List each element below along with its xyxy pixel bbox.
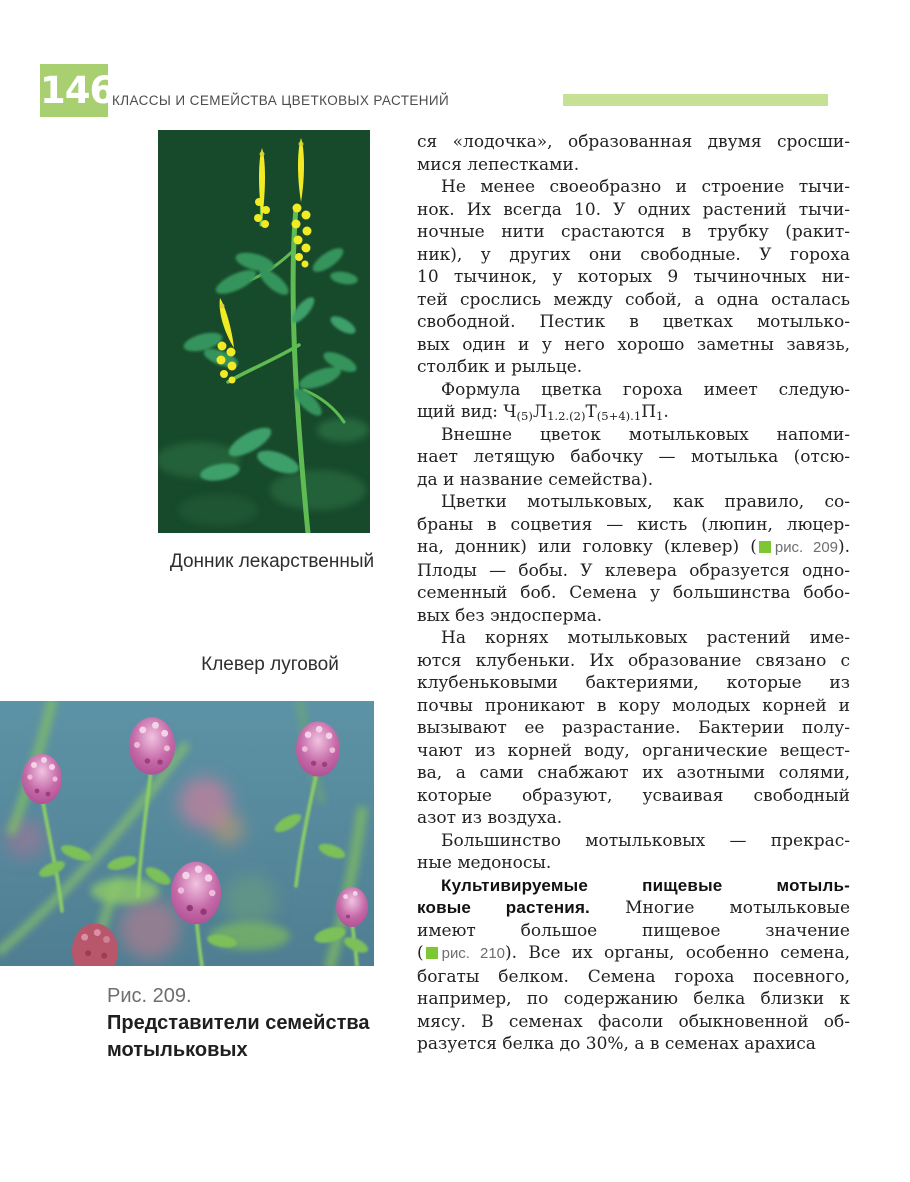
text-line: ва, а сами снабжают их азотными солями, [417,763,850,783]
figure-ref-label: рис. 210 [441,945,505,962]
text-line: богаты белком. Семена гороха посевного, [417,966,850,987]
header-accent-bar [563,94,828,106]
figure-ref-label: рис. 209 [774,539,838,556]
text-line: например, по содержанию белка близки к [417,989,850,1009]
donnik-caption: Донник лекарственный [169,551,375,572]
clover-photo [0,701,374,966]
donnik-photo [158,130,370,533]
text-line: да и название семейства). [417,469,654,490]
text-line: мися лепестками. [417,154,580,175]
text-line: нок. Их всегда 10. У одних растений тычи- [417,199,850,220]
text-line: щий вид: $Ч_{(5)}Л_{1.2.(2)}Т_{(5+4).1}П_1$. [417,402,669,424]
text-line: браны в соцветия — кисть (люпин, люцер- [417,514,850,535]
text-line: ные медоносы. [417,853,552,873]
text-line: Плоды — бобы. У клевера образуется одно- [417,560,850,581]
text-line: имеют большое пищевое значение [417,920,850,941]
text-line: вых один и у него хорошо заметны завязь, [417,334,850,355]
text-line: ник), у других они свободные. У гороха [417,244,850,265]
bold-lead-text: ковые растения. [417,898,590,917]
text-line: ковые растения. Многие мотыльковые [417,898,850,918]
text-line: свободной. Пестик в цветках мотылько- [417,312,850,332]
text-line: почвы проникают в кору молодых корней и [417,695,850,716]
text-line: На корнях мотыльковых растений име- [441,628,850,648]
running-header: КЛАССЫ И СЕМЕЙСТВА ЦВЕТКОВЫХ РАСТЕНИЙ [112,93,450,108]
text-line: Цветки мотыльковых, как правило, со- [441,492,850,512]
figure-209-caption [107,983,407,1064]
text-line: азот из воздуха. [417,808,563,828]
text-line: ( рис. 210). Все их органы, особенно семена, [417,943,851,963]
page-number-badge: 146 [40,64,108,117]
text-line [417,875,850,898]
text-line: Большинство мотыльковых — прекрас- [441,830,850,851]
text-line: тей срослись между собой, а одна осталась [417,289,850,310]
text-line: Внешне цветок мотыльковых напоми- [441,424,850,445]
clover-caption: Клевер луговой [201,654,339,675]
text-line: ночные нити срастаются в трубку (ракит- [417,222,850,242]
figure-ref-square-icon [759,541,771,553]
text-line: семенный боб. Семена у большинства бобо- [417,583,850,603]
text-line: нает летящую бабочку — мотылька (отсю- [417,447,850,467]
text-line: на, донник) или головку (клевер) ( рис. 209). [417,537,851,557]
text-line: Не менее своеобразно и строение тычи- [441,177,850,197]
text-line: ются клубеньки. Их образование связано с [417,650,850,671]
bold-lead-text: Культивируемые пищевые мотыль- [441,875,850,895]
text-line: мясу. В семенах фасоли обыкновенной об- [417,1011,850,1032]
text-line: чают из корней воду, органические вещест- [417,740,850,761]
clover-illustration [0,701,374,966]
text-line: которые образуют, усваивая свободный [417,785,850,806]
text-line: 10 тычинок, у которых 9 тычиночных ни- [417,267,850,287]
text-line: Формула цветка гороха имеет следую- [441,379,850,400]
text-line: вызывают ее разрастание. Бактерии полу- [417,718,850,738]
donnik-illustration [158,130,370,533]
text-line: клубеньковыми бактериями, которые из [417,673,850,693]
figure-ref-square-icon [426,947,438,959]
body-text-column [417,131,850,1056]
figure-209-label: Рис. 209. [107,985,192,1007]
text-line: вых без эндосперма. [417,605,603,626]
text-line: разуется белка до 30%, а в семенах арахиса [417,1034,816,1054]
text-line: ся «лодочка», образованная двумя сросши- [417,132,850,152]
figure-209-title-line1: Представители семейства [107,1012,370,1034]
text-line: столбик и рыльце. [417,357,583,377]
figure-209-title-line2: мотыльковых [107,1039,248,1061]
